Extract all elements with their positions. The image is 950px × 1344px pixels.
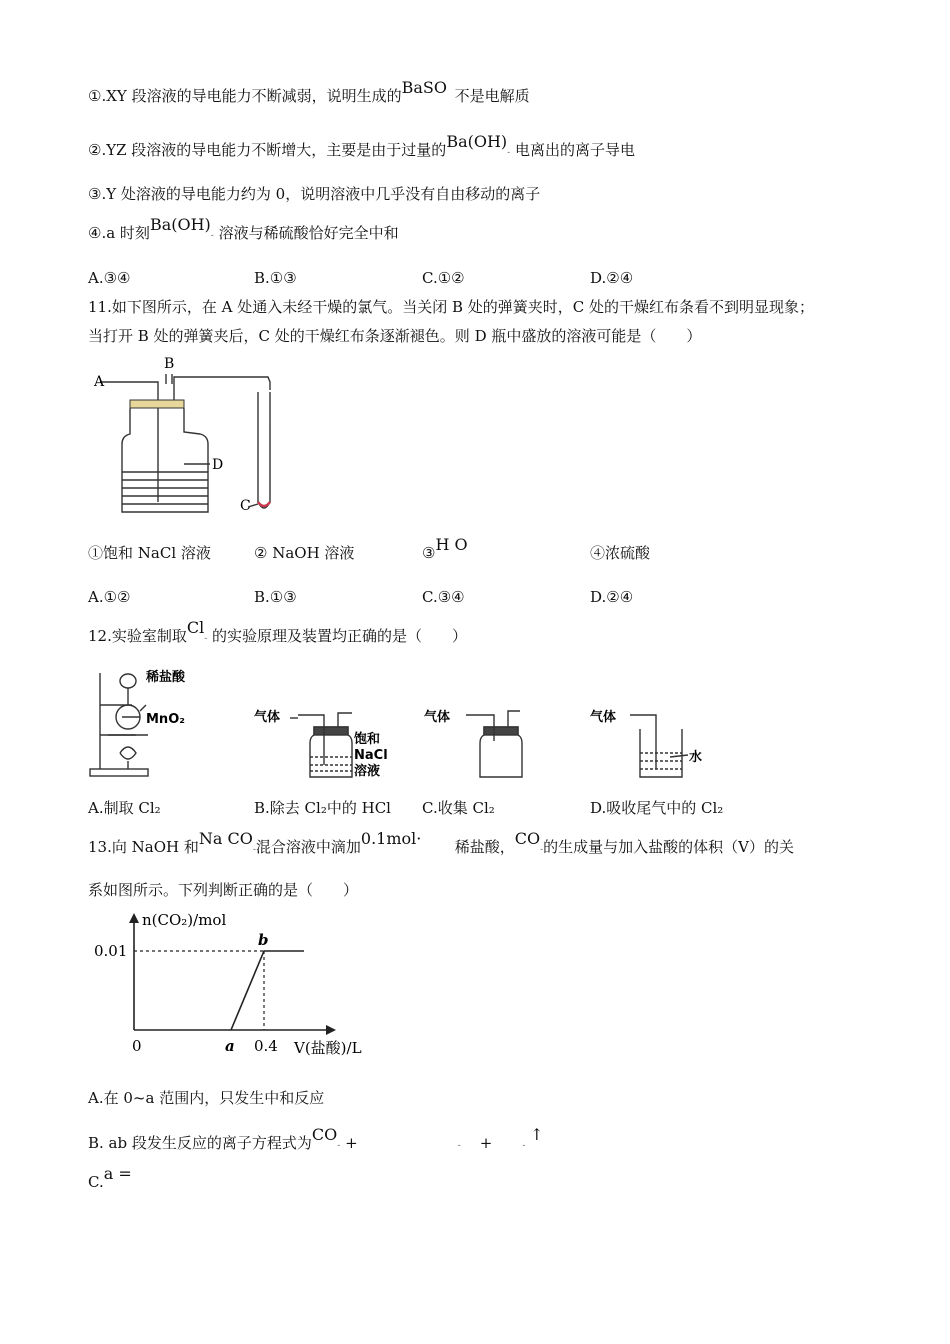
q12-figure-d xyxy=(590,705,720,783)
formula-baso4: BaSO xyxy=(401,78,447,97)
y-axis-label: n(CO₂)/mol xyxy=(142,911,227,929)
label-a: A xyxy=(94,374,105,390)
formula-baoh2: Ba(OH) xyxy=(149,215,211,234)
q11-apparatus-figure xyxy=(90,352,300,522)
q11-stem-line2: 当打开 B 处的弹簧夹后，C 处的干燥红布条逐渐褪色。则 D 瓶中盛放的溶液可能是（ ） xyxy=(88,327,702,345)
x-axis-label: V(盐酸)/L xyxy=(294,1039,362,1057)
formula-na2co3: Na CO xyxy=(198,829,253,848)
q10-statement-2: ②.YZ 段溶液的导电能力不断增大，主要是由于过量的Ba(OH)- 电离出的离子导电 xyxy=(88,132,636,159)
q12-option-a[interactable]: A.制取 Cl₂ xyxy=(88,799,161,817)
q11-option-c[interactable]: C.③④ xyxy=(422,588,465,606)
concentration: 0.1mol· xyxy=(360,829,422,848)
point-label-b: b xyxy=(258,931,269,949)
formula-a-equals: a = xyxy=(103,1164,132,1183)
q11-option-b[interactable]: B.①③ xyxy=(254,588,297,606)
q12-figure-a xyxy=(86,665,216,780)
series-line-co2 xyxy=(231,951,304,1030)
q10-option-b[interactable]: B.①③ xyxy=(254,269,297,287)
q10-statement-1: ①.XY 段溶液的导电能力不断减弱，说明生成的BaSO 不是电解质 xyxy=(88,78,530,105)
formula-co2: CO xyxy=(514,829,541,848)
y-axis-arrow xyxy=(129,913,139,923)
q11-option-d[interactable]: D.②④ xyxy=(590,588,634,606)
q10-option-c[interactable]: C.①② xyxy=(422,269,465,287)
label-mno2: MnO₂ xyxy=(146,712,185,727)
formula-cl2: Cl xyxy=(186,618,205,637)
q13-stem-line1: 13.向 NaOH 和Na CO-混合溶液中滴加0.1mol· 稀盐酸，CO-的生成量与加入盐酸的体积（V）的关 xyxy=(88,829,794,856)
q11-choice-1: ①饱和 NaCl 溶液 xyxy=(88,544,211,562)
label-solution: 溶液 xyxy=(354,764,381,779)
q10-statement-3: ③.Y 处溶液的导电能力约为 0，说明溶液中几乎没有自由移动的离子 xyxy=(88,185,541,203)
q11-choice-2: ② NaOH 溶液 xyxy=(254,544,355,562)
q12-option-b[interactable]: B.除去 Cl₂中的 HCl xyxy=(254,799,391,817)
q13-option-c[interactable]: C.a = xyxy=(88,1164,132,1191)
q11-option-a[interactable]: A.①② xyxy=(88,588,131,606)
label-b: B xyxy=(164,356,175,372)
q11-choice-4: ④浓硫酸 xyxy=(590,544,651,562)
q11-choice-3: ③H O xyxy=(422,535,468,562)
label-water: 水 xyxy=(689,750,703,765)
formula-baoh2: Ba(OH) xyxy=(446,132,508,151)
gas-arrow: ↑ xyxy=(530,1125,544,1144)
q13-option-a[interactable]: A.在 0~a 范围内，只发生中和反应 xyxy=(88,1089,325,1107)
q12-option-c[interactable]: C.收集 Cl₂ xyxy=(422,799,495,817)
formula-co3: CO xyxy=(311,1125,338,1144)
q12-figure-c xyxy=(422,705,542,783)
q12-option-d[interactable]: D.吸收尾气中的 Cl₂ xyxy=(590,799,724,817)
label-dilute-hcl: 稀盐酸 xyxy=(146,670,186,685)
label-d: D xyxy=(212,457,224,473)
q13-option-b[interactable]: B. ab 段发生反应的离子方程式为CO- + - + - ↑ xyxy=(88,1125,544,1152)
q10-option-d[interactable]: D.②④ xyxy=(590,269,634,287)
formula-h2o: H O xyxy=(435,535,468,554)
q11-stem-line1: 11.如下图所示，在 A 处通入未经干燥的氯气。当关闭 B 处的弹簧夹时，C 处的干燥红布条看不到明显现象； xyxy=(88,298,815,316)
q12-stem: 12.实验室制取Cl- 的实验原理及装置均正确的是（ ） xyxy=(88,618,468,645)
q13-stem-line2: 系如图所示。下列判断正确的是（ ） xyxy=(88,881,359,899)
y-tick-label: 0.01 xyxy=(94,942,128,960)
label-gas: 气体 xyxy=(424,710,451,725)
point-label-a: a xyxy=(225,1037,235,1055)
x-axis-arrow xyxy=(326,1025,336,1035)
origin-label: 0 xyxy=(132,1037,142,1055)
label-saturated: 饱和 xyxy=(354,732,381,747)
label-gas: 气体 xyxy=(254,710,281,725)
label-c: C xyxy=(240,498,251,514)
q13-co2-chart xyxy=(86,905,406,1065)
label-gas: 气体 xyxy=(590,710,617,725)
x-tick-label: 0.4 xyxy=(254,1037,278,1055)
q10-option-a[interactable]: A.③④ xyxy=(88,269,131,287)
label-nacl: NaCl xyxy=(354,748,388,763)
q12-figure-b xyxy=(254,705,404,783)
q10-statement-4: ④.a 时刻Ba(OH)- 溶液与稀硫酸恰好完全中和 xyxy=(88,215,399,242)
